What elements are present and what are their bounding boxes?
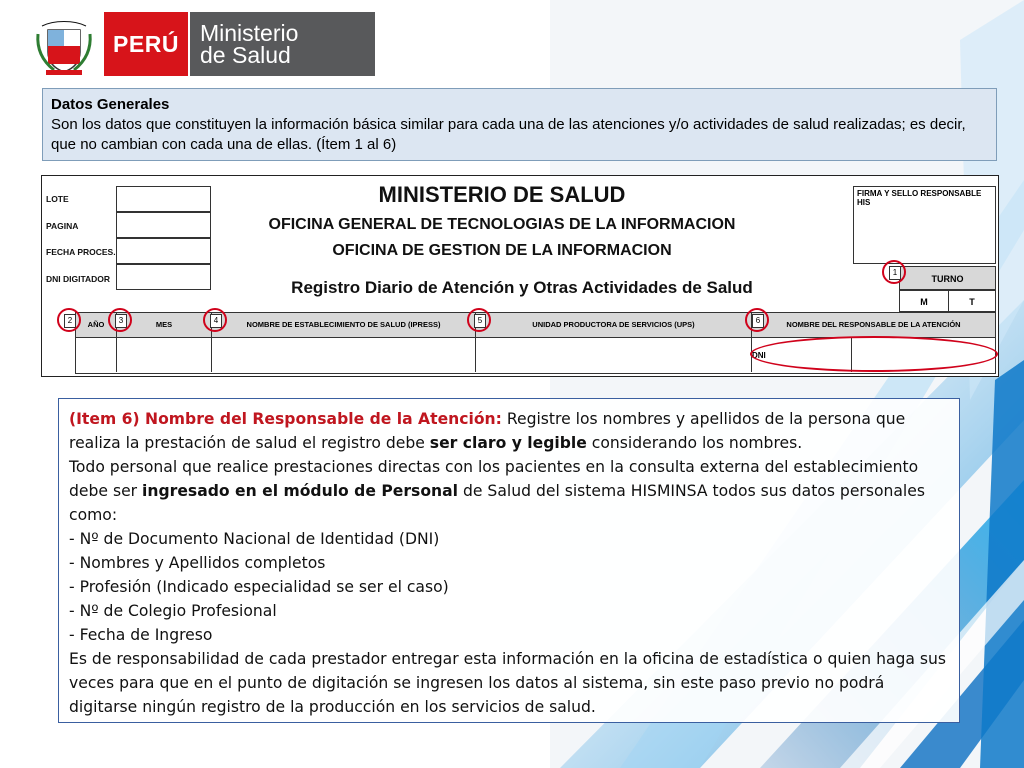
ministerio-logo xyxy=(190,12,375,76)
item6-paragraph-1 xyxy=(69,407,949,455)
highlight-ring-5 xyxy=(467,308,491,332)
item6-heading: (Item 6) Nombre del Responsable de la Atención: xyxy=(69,410,502,428)
ministerio-line1: Ministerio xyxy=(200,20,299,46)
item6-paragraph-3: Es de responsabilidad de cada prestador entregar esta información en la oficina de estadística o quien haga sus veces para que en el punto de digitación se ingresen los datos al sistema, sin este paso previo no podrá digitarse ningún registro de la producción en los servicios de salud. xyxy=(69,650,947,716)
field-fecha-proces xyxy=(116,238,211,264)
marker-2: 2 xyxy=(64,314,76,328)
dni-label: DNI xyxy=(752,351,766,360)
highlight-ring-6 xyxy=(745,308,769,332)
item6-p2-bold: ingresado en el módulo de Personal xyxy=(142,482,459,500)
peru-logo: PERÚ xyxy=(104,12,188,76)
form-title-ministerio: MINISTERIO DE SALUD xyxy=(378,182,626,207)
form-title-ogti: OFICINA GENERAL DE TECNOLOGIAS DE LA INFORMACION xyxy=(268,216,736,233)
item6-p2-a: Todo personal que realice prestaciones directas con los pacientes en la consulta externa del establecimiento debe ser xyxy=(69,458,919,500)
marker-1: 1 xyxy=(889,266,901,280)
datos-generales-box xyxy=(42,88,997,161)
form-title-ogei: OFICINA DE GESTION DE LA INFORMACION xyxy=(332,242,672,259)
col-mes: MES xyxy=(117,313,212,337)
marker-4: 4 xyxy=(210,314,222,328)
highlight-ring-1 xyxy=(882,260,906,284)
col-anio: AÑO xyxy=(76,313,117,337)
item6-p1-a: Registre los nombres y apellidos de la persona que realiza la prestación de salud el registro debe xyxy=(69,410,906,452)
cell-ups xyxy=(476,338,752,372)
ministerio-line2: de Salud xyxy=(200,42,291,68)
datos-generales-title: Datos Generales xyxy=(51,96,170,113)
col-ups: UNIDAD PRODUCTORA DE SERVICIOS (UPS) xyxy=(476,313,752,337)
turno-header: TURNO xyxy=(899,266,996,290)
list-item-profesion: - Profesión (Indicado especialidad se ser el caso) xyxy=(69,578,449,596)
item6-p1-b: considerando los nombres. xyxy=(586,434,803,452)
col-responsable: NOMBRE DEL RESPONSABLE DE LA ATENCIÓN xyxy=(786,320,961,329)
list-item-fecha-ingreso: - Fecha de Ingreso xyxy=(69,626,213,644)
list-item-colegio: - Nº de Colegio Profesional xyxy=(69,602,277,620)
form-title-registro: Registro Diario de Atención y Otras Actividades de Salud xyxy=(291,278,753,297)
label-lote: LOTE xyxy=(46,194,69,204)
field-dni-digitador xyxy=(116,264,211,290)
marker-5: 5 xyxy=(474,314,486,328)
signature-box: FIRMA Y SELLO RESPONSABLE HIS xyxy=(853,186,996,264)
cell-mes xyxy=(117,338,212,372)
item6-paragraph-2 xyxy=(69,455,949,527)
cell-establecimiento xyxy=(212,338,476,372)
field-lote xyxy=(116,186,211,212)
cell-anio xyxy=(76,338,117,372)
registro-form-image xyxy=(41,175,999,377)
highlight-ring-responsable xyxy=(750,336,998,372)
highlight-ring-2 xyxy=(57,308,81,332)
peru-emblem-icon xyxy=(34,12,94,76)
label-fecha-proces: FECHA PROCES. xyxy=(46,247,116,257)
datos-generales-text: Son los datos que constituyen la información básica similar para cada una de las atenciones y/o actividades de salud realizadas; es decir, que no cambian con cada una de ellas. (Ítem 1 al 6) xyxy=(51,116,966,153)
marker-6: 6 xyxy=(752,314,764,328)
item6-p1-bold: ser claro y legible xyxy=(429,434,587,452)
field-pagina xyxy=(116,212,211,238)
list-item-nombres: - Nombres y Apellidos completos xyxy=(69,554,326,572)
col-establecimiento: NOMBRE DE ESTABLECIMIENTO DE SALUD (IPRESS) xyxy=(212,313,476,337)
list-item-dni: - Nº de Documento Nacional de Identidad (DNI) xyxy=(69,530,440,548)
turno-m: M xyxy=(899,290,949,312)
label-dni-digitador: DNI DIGITADOR xyxy=(46,274,111,284)
highlight-ring-3 xyxy=(108,308,132,332)
marker-3: 3 xyxy=(115,314,127,328)
item6-p2-b: de Salud del sistema HISMINSA todos sus datos personales como: xyxy=(69,482,925,524)
label-pagina: PAGINA xyxy=(46,221,79,231)
item6-explanation-box xyxy=(58,398,960,723)
turno-t: T xyxy=(948,290,996,312)
highlight-ring-4 xyxy=(203,308,227,332)
